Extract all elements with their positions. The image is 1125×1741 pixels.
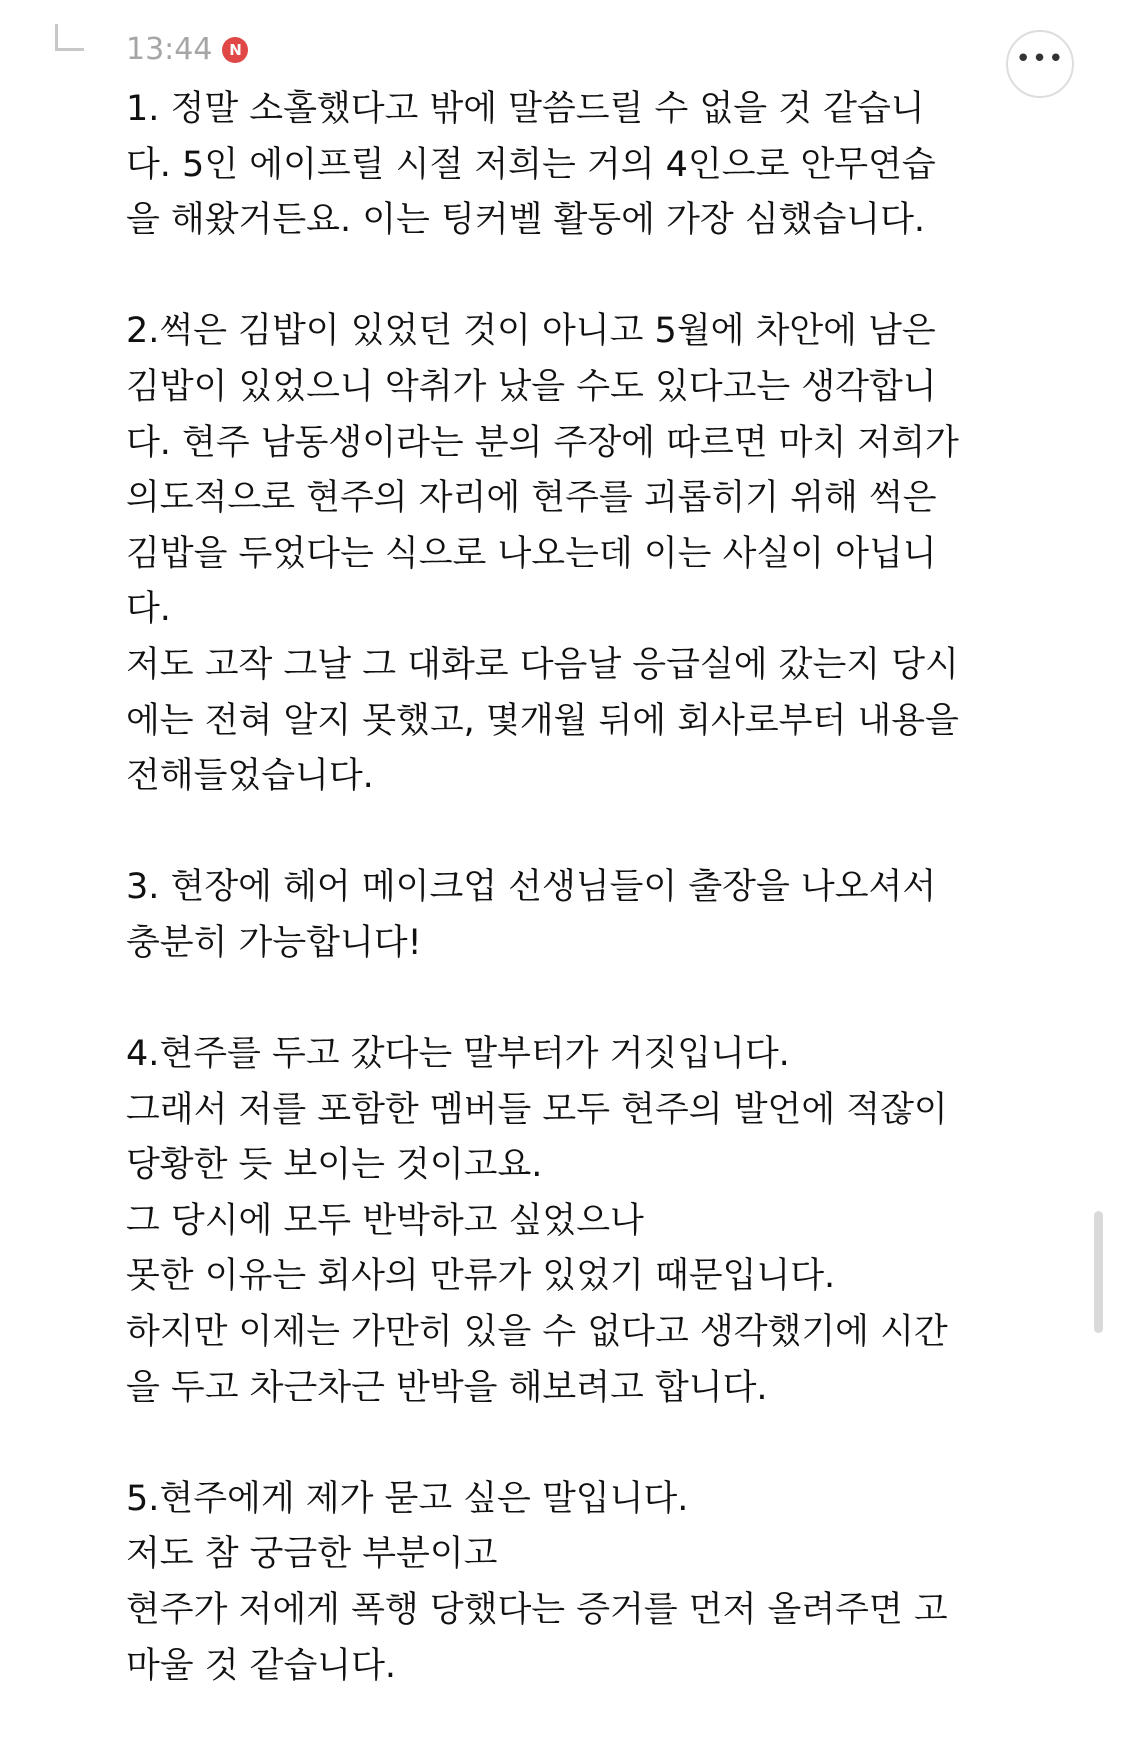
comment-text-line: 마울 것 같습니다.: [126, 1645, 397, 1686]
scrollbar[interactable]: [1094, 1211, 1103, 1333]
comment-text-line: 현주가 저에게 폭행 당했다는 증거를 먼저 올려주면 고: [126, 1590, 948, 1631]
comment-text-line: 김밥을 두었다는 식으로 나오는데 이는 사실이 아닙니: [126, 533, 937, 574]
comment-text-line: 을 해왔거든요. 이는 팅커벨 활동에 가장 심했습니다.: [126, 200, 926, 241]
comment-text-line: 다. 현주 남동생이라는 분의 주장에 따르면 마치 저희가: [126, 422, 959, 463]
comment-text-line: 3. 현장에 헤어 메이크업 선생님들이 출장을 나오셔서: [126, 867, 937, 908]
paragraph-spacer: [126, 1416, 1026, 1472]
comment-text-line: 다. 5인 에이프릴 시절 저희는 거의 4인으로 안무연습: [126, 144, 936, 185]
more-options-button[interactable]: •••: [1006, 30, 1074, 98]
reply-indicator-icon: [55, 24, 84, 51]
comment-text-line: 에는 전혀 알지 못했고, 몇개월 뒤에 회사로부터 내용을: [126, 700, 959, 741]
comment-text-line: 당황한 듯 보이는 것이고요.: [126, 1145, 543, 1186]
comment-text-line: 저도 고작 그날 그 대화로 다음날 응급실에 갔는지 당시: [126, 644, 959, 685]
comment-text-line: 1. 정말 소홀했다고 밖에 말씀드릴 수 없을 것 같습니: [126, 89, 925, 129]
comment-text-line: 전해들었습니다.: [126, 756, 374, 797]
comment-text-line: 다.: [126, 589, 171, 630]
comment-meta: [126, 32, 248, 67]
paragraph-spacer: [126, 805, 1026, 861]
comment-text-line: 하지만 이제는 가만히 있을 수 없다고 생각했기에 시간: [126, 1312, 948, 1353]
comment-text-line: 그래서 저를 포함한 멤버들 모두 현주의 발언에 적잖이: [126, 1089, 948, 1130]
comment-text-line: 5.현주에게 제가 묻고 싶은 말입니다.: [126, 1478, 689, 1519]
comment-text-line: 의도적으로 현주의 자리에 현주를 괴롭히기 위해 썩은: [126, 478, 937, 519]
timestamp: 13:44: [126, 32, 213, 67]
new-badge: N: [222, 37, 248, 63]
comment-body: [126, 82, 1026, 1694]
comment-text-line: 저도 참 궁금한 부분이고: [126, 1534, 498, 1575]
comment-text-line: 그 당시에 모두 반박하고 싶었으나: [126, 1200, 644, 1241]
comment-text-line: 김밥이 있었으니 악취가 났을 수도 있다고는 생각합니: [126, 366, 937, 407]
comment-text-line: 을 두고 차근차근 반박을 해보려고 합니다.: [126, 1367, 768, 1408]
comment-text-line: 4.현주를 두고 갔다는 말부터가 거짓입니다.: [126, 1034, 790, 1075]
comment-text-line: 못한 이유는 회사의 만류가 있었기 때문입니다.: [126, 1256, 836, 1297]
comment-text-line: 충분히 가능합니다!: [126, 922, 422, 963]
comment-text-line: 2.썩은 김밥이 있었던 것이 아니고 5월에 차안에 남은: [126, 311, 936, 352]
paragraph-spacer: [126, 972, 1026, 1028]
paragraph-spacer: [126, 249, 1026, 305]
